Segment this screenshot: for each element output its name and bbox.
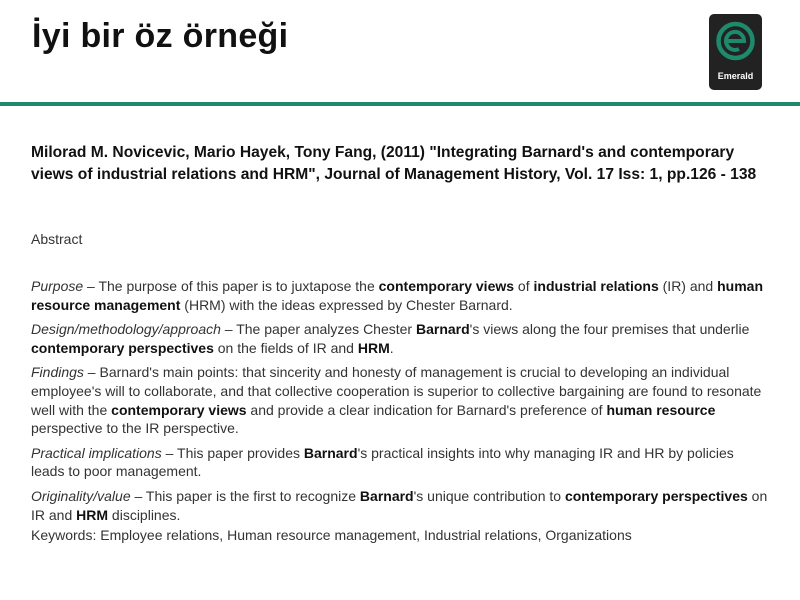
title-divider <box>0 102 800 106</box>
originality-paragraph: Originality/value – This paper is the first to recognize Barnard's unique contribution to contemporary perspectives on IR and HRM disciplines. <box>31 487 768 523</box>
practical-label: Practical implications <box>31 444 162 461</box>
emerald-logo <box>709 14 762 90</box>
findings-label: Findings <box>31 364 84 381</box>
logo-text: Emerald <box>717 71 754 81</box>
design-label: Design/methodology/approach <box>31 321 221 338</box>
slide-title: İyi bir öz örneği <box>32 17 289 55</box>
emerald-e-icon <box>709 14 762 74</box>
originality-label: Originality/value <box>31 487 131 504</box>
purpose-label: Purpose <box>31 278 84 294</box>
design-paragraph: Design/methodology/approach – The paper analyzes Chester Barnard's views along the four premises that underlie contemporary perspectives on the fields of IR and HRM. <box>31 321 750 356</box>
practical-paragraph: Practical implications – This paper provides Barnard's practical insights into why managing IR and HR by policies leads to poor management. <box>31 444 734 480</box>
abstract-body <box>31 277 771 551</box>
keywords: Keywords: Employee relations, Human resource management, Industrial relations, Organizations <box>31 527 632 544</box>
findings-paragraph: Findings – Barnard's main points: that sincerity and honesty of management is crucial to developing an individual employee's will to collaborate, and that collective cooperation is superior to collective bargaining are found to resonate well with the contemporary views and provide a clear indication for Barnard's preference of human resource perspective to the IR perspective. <box>31 364 762 437</box>
purpose-paragraph: Purpose – The purpose of this paper is to juxtapose the contemporary views of industrial relations (IR) and human resource management (HRM) with the ideas expressed by Chester Barnard. <box>31 278 763 313</box>
abstract-heading: Abstract <box>31 231 83 247</box>
citation: Milorad M. Novicevic, Mario Hayek, Tony Fang, (2011) "Integrating Barnard's and contemporary views of industrial relations and HRM", Journal of Management History, Vol. 17 Iss: 1, pp.126 - 138 <box>31 144 757 183</box>
